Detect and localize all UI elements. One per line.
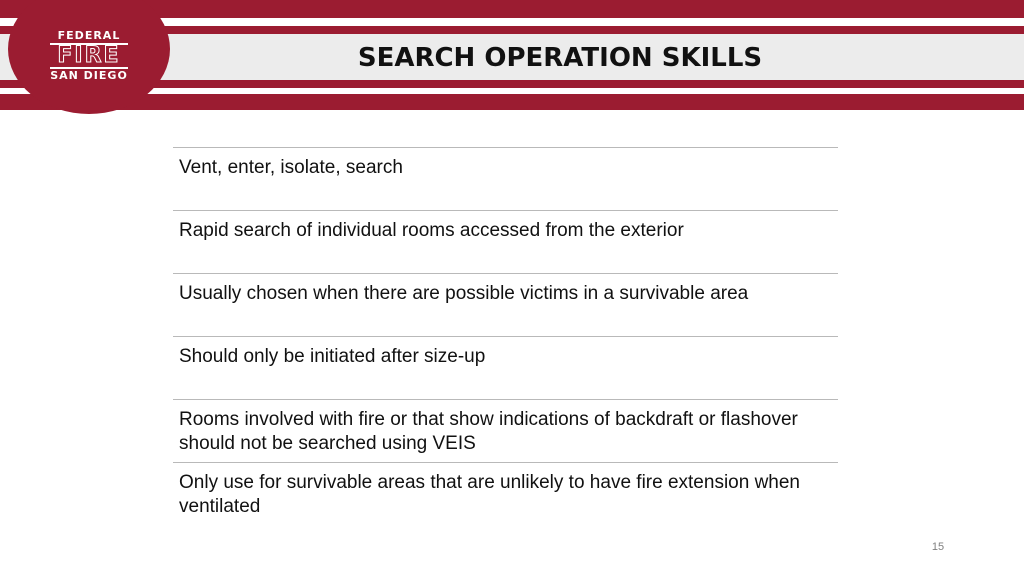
federal-fire-logo bbox=[46, 29, 132, 82]
bullet-list bbox=[173, 147, 838, 525]
logo-line-fire: FIRE bbox=[50, 43, 128, 69]
list-item-text: Vent, enter, isolate, search bbox=[179, 157, 403, 178]
header-banner bbox=[0, 0, 1024, 112]
list-item bbox=[173, 210, 838, 273]
list-item-text: Rooms involved with fire or that show indications of backdraft or flashover should not be searched using VEIS bbox=[179, 409, 798, 454]
list-item-text: Should only be initiated after size-up bbox=[179, 346, 486, 367]
list-item bbox=[173, 147, 838, 210]
list-item-text: Only use for survivable areas that are unlikely to have fire extension when ventilated bbox=[179, 472, 800, 517]
list-item-text: Rapid search of individual rooms accessed from the exterior bbox=[179, 220, 684, 241]
page-number: 15 bbox=[931, 541, 945, 553]
logo-line-federal: FEDERAL bbox=[57, 29, 121, 42]
list-item bbox=[173, 273, 838, 336]
list-item bbox=[173, 399, 838, 462]
list-item bbox=[173, 336, 838, 399]
logo-line-san-diego: SAN DIEGO bbox=[50, 69, 128, 82]
banner-stripe bbox=[0, 94, 1024, 110]
slide-title: SEARCH OPERATION SKILLS bbox=[357, 43, 763, 73]
list-item bbox=[173, 462, 838, 525]
list-item-text: Usually chosen when there are possible victims in a survivable area bbox=[179, 283, 749, 304]
